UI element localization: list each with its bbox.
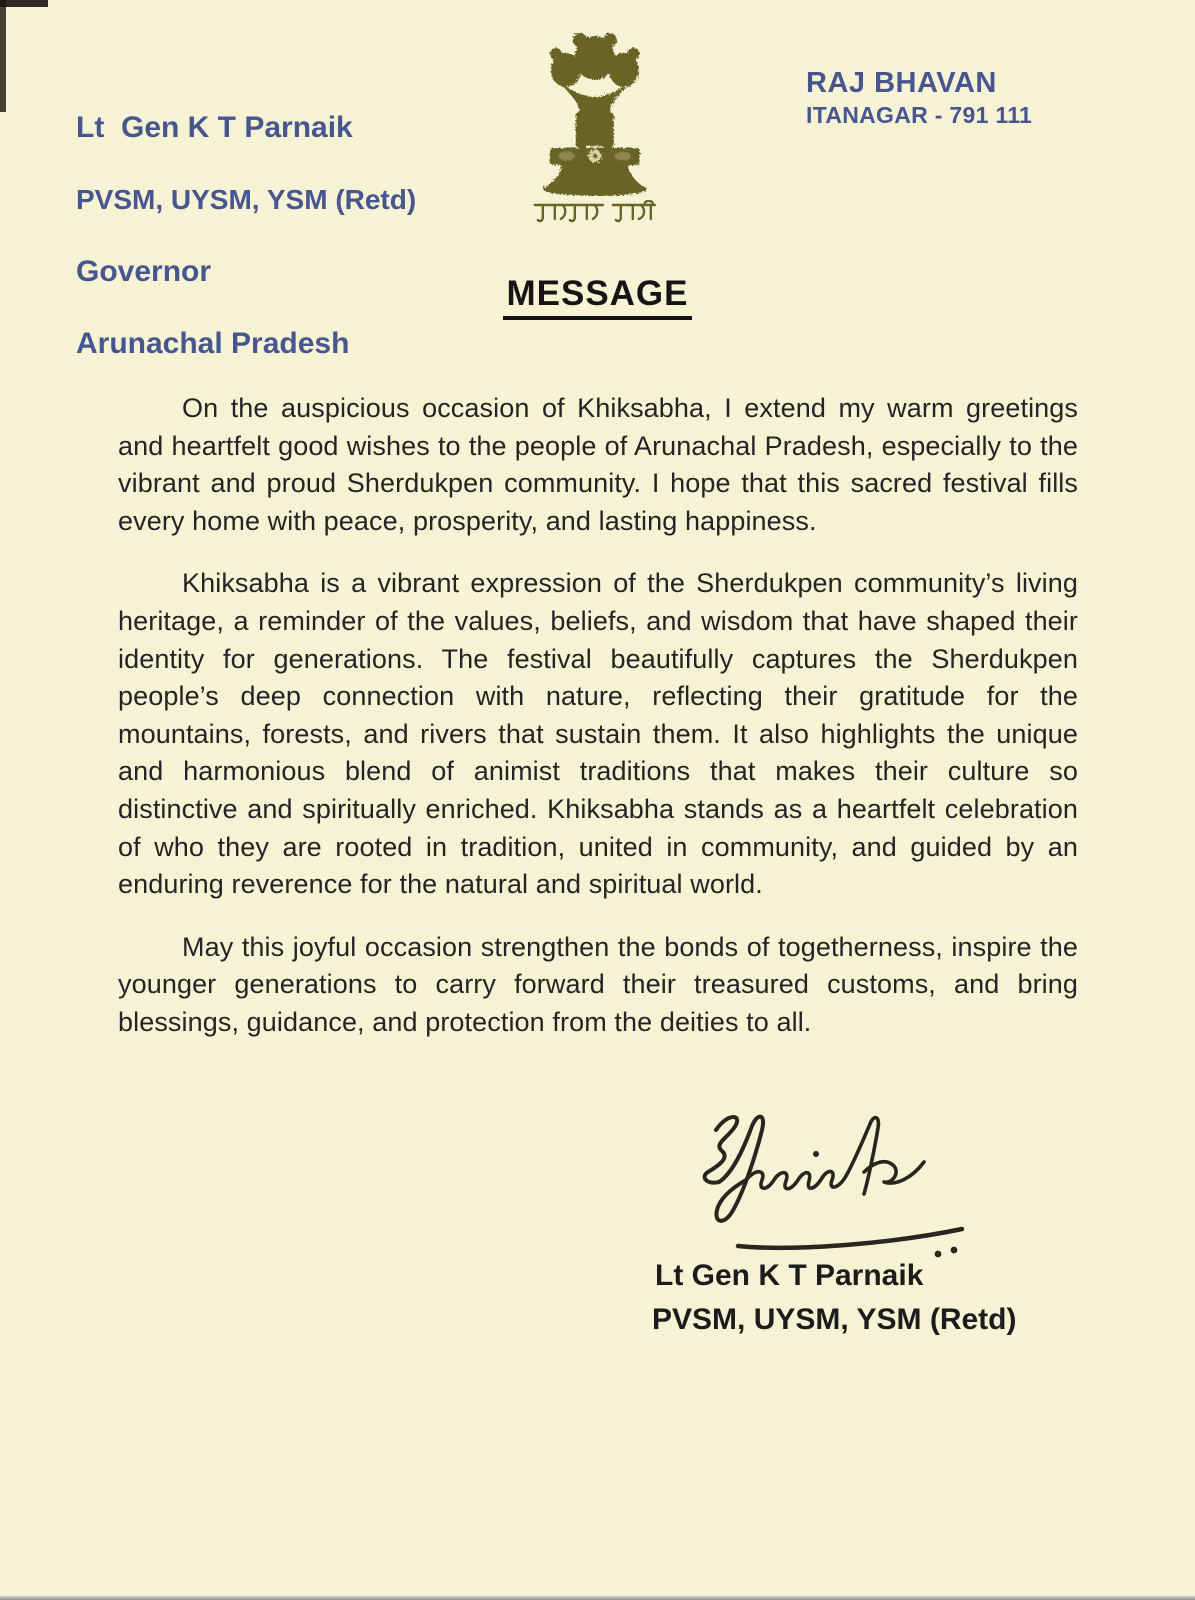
sender-state: Arunachal Pradesh [76,327,350,360]
scan-artifact-top-edge [0,0,48,7]
signatory-name: Lt Gen K T Parnaik [655,1259,924,1292]
paragraph-3: May this joyful occasion strengthen the bonds of togetherness, inspire the younger generations to carry forward their treasured customs, and bring blessings, guidance, and protection from the deities to all. [118,931,1078,1037]
office-address: ITANAGAR - 791 111 [806,102,1033,128]
office-name: RAJ BHAVAN [806,67,997,99]
office-block [806,66,1032,130]
sender-title: Governor [76,255,212,288]
sender-honors: PVSM, UYSM, YSM (Retd) [76,184,417,215]
signatory-honors: PVSM, UYSM, YSM (Retd) [652,1303,1017,1336]
scan-artifact-bottom-edge [0,1596,1195,1600]
paragraph-1: On the auspicious occasion of Khiksabha, I extend my warm greetings and heartfelt good wishes to the people of Arunachal Pradesh, especially to the vibrant and proud Sherdukpen community. I hope that this sacred festival fills every home with peace, prosperity, and lasting happiness. [118,393,1078,536]
ashoka-lion-capital-icon [519,24,669,196]
page-title: MESSAGE [503,274,691,320]
letter-body [118,390,1078,1067]
emblem-block [514,24,674,226]
satyameva-jayate-motto [532,200,656,226]
sender-name: Lt Gen K T Parnaik [76,111,353,144]
title-row [0,274,1195,320]
paragraph-2: Khiksabha is a vibrant expression of the Sherdukpen community’s living heritage, a reminder of the values, beliefs, and wisdom that have shaped their identity for generations. The festival beautifully captures the Sherdukpen people’s deep connection with nature, reflecting their gratitude for the mountains, forests, and rivers that sustain them. It also highlights the unique and harmonious blend of animist traditions that makes their culture so distinctive and spiritually enriched. Khiksabha stands as a heartfelt celebration of who they are rooted in tradition, united in community, and guided by an enduring reverence for the natural and spiritual world. [118,568,1078,900]
scan-artifact-left-edge [0,0,6,112]
signature-scrawl [620,1108,980,1260]
sender-block [76,74,416,398]
